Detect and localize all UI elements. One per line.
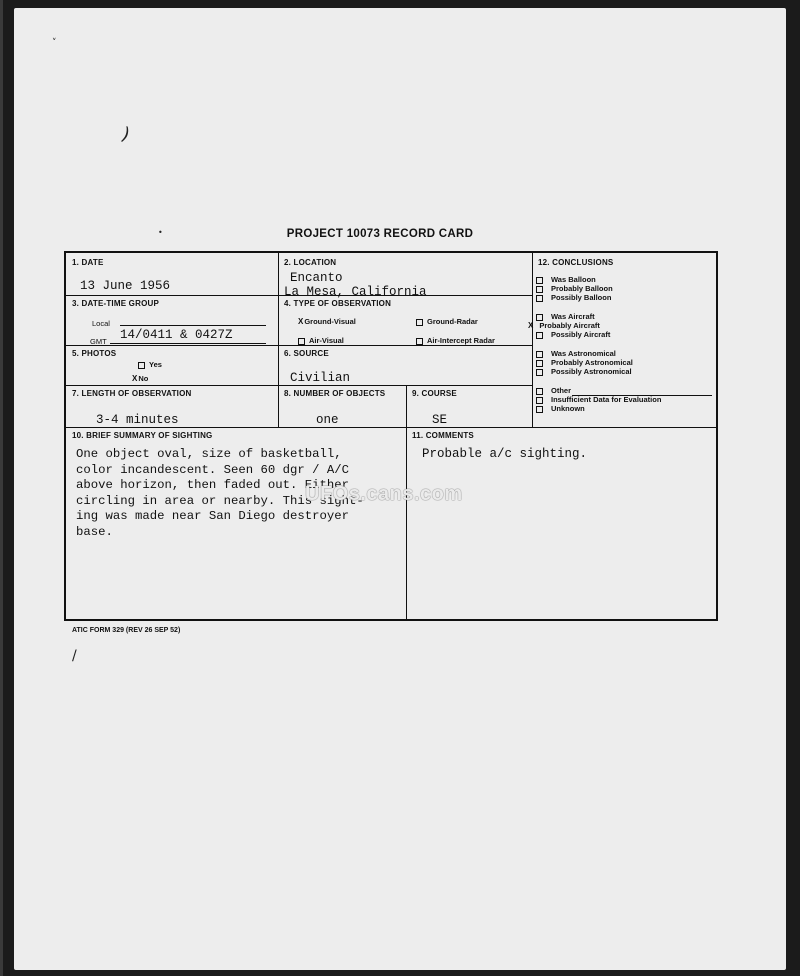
conclusion-probably-balloon: Probably Balloon	[536, 284, 613, 293]
local-label: Local	[92, 319, 110, 328]
conclusion-was-astronomical: Was Astronomical	[536, 349, 616, 358]
location-line1: Encanto	[290, 271, 343, 285]
ground-visual-option: XGround-Visual	[298, 317, 356, 326]
source-label: 6. SOURCE	[284, 349, 329, 358]
summary-line: circling in area or nearby. This sight-	[76, 493, 364, 508]
comments-label: 11. COMMENTS	[412, 431, 474, 440]
summary-line: base.	[76, 524, 113, 539]
location-label: 2. LOCATION	[284, 258, 337, 267]
record-card	[64, 251, 718, 621]
scan-speck: •	[158, 228, 163, 237]
pen-mark: /	[72, 648, 77, 664]
summary-line: One object oval, size of basketball,	[76, 447, 342, 461]
gmt-label: GMT	[90, 337, 107, 346]
photos-yes-option: Yes	[138, 360, 162, 369]
summary-line: above horizon, then faded out. Either	[76, 478, 350, 492]
conclusion-possibly-aircraft: Possibly Aircraft	[536, 330, 610, 339]
conclusion-other: Other	[536, 386, 571, 395]
scan-speck: )	[118, 123, 133, 146]
page-title: PROJECT 10073 RECORD CARD	[286, 228, 474, 240]
scan-edge	[0, 0, 3, 976]
conclusion-probably-aircraft: X Probably Aircraft	[528, 321, 600, 330]
date-value: 13 June 1956	[80, 279, 171, 293]
gmt-value: 14/0411 & 0427Z	[120, 328, 233, 342]
summary-line: ing was made near San Diego destroyer	[76, 509, 350, 523]
photos-no-option: XNo	[132, 374, 149, 383]
course-value: SE	[432, 413, 448, 427]
course-label: 9. COURSE	[412, 389, 457, 398]
date-label: 1. DATE	[72, 258, 104, 267]
type-label: 4. TYPE OF OBSERVATION	[284, 299, 392, 308]
objects-label: 8. NUMBER OF OBJECTS	[284, 389, 386, 398]
scan-speck: ˅	[52, 38, 57, 48]
air-visual-option: Air-Visual	[298, 336, 344, 345]
ground-radar-option: Ground-Radar	[416, 317, 478, 326]
air-intercept-option: Air-Intercept Radar	[416, 336, 495, 345]
conclusion-insufficient-data: Insufficient Data for Evaluation	[536, 395, 661, 404]
conclusion-was-balloon: Was Balloon	[536, 275, 596, 284]
summary-label: 10. BRIEF SUMMARY OF SIGHTING	[72, 431, 213, 440]
length-label: 7. LENGTH OF OBSERVATION	[72, 389, 192, 398]
objects-value: one	[316, 413, 339, 427]
datetime-label: 3. DATE-TIME GROUP	[72, 299, 160, 308]
summary-line: color incandescent. Seen 60 dgr / A/C	[76, 462, 350, 477]
location-line2: La Mesa, California	[284, 285, 427, 299]
source-value: Civilian	[290, 371, 351, 385]
comments-value: Probable a/c sighting.	[422, 447, 588, 461]
conclusion-possibly-balloon: Possibly Balloon	[536, 293, 611, 302]
form-footer: ATIC FORM 329 (REV 26 SEP 52)	[72, 627, 181, 634]
conclusion-possibly-astronomical: Possibly Astronomical	[536, 367, 632, 376]
length-value: 3-4 minutes	[96, 413, 179, 427]
conclusion-unknown: Unknown	[536, 404, 585, 413]
watermark: UFOs.cans.com	[305, 483, 463, 505]
conclusion-was-aircraft: Was Aircraft	[536, 312, 595, 321]
conclusions-label: 12. CONCLUSIONS	[538, 258, 614, 267]
photos-label: 5. PHOTOS	[72, 349, 117, 358]
conclusion-probably-astronomical: Probably Astronomical	[536, 358, 633, 367]
